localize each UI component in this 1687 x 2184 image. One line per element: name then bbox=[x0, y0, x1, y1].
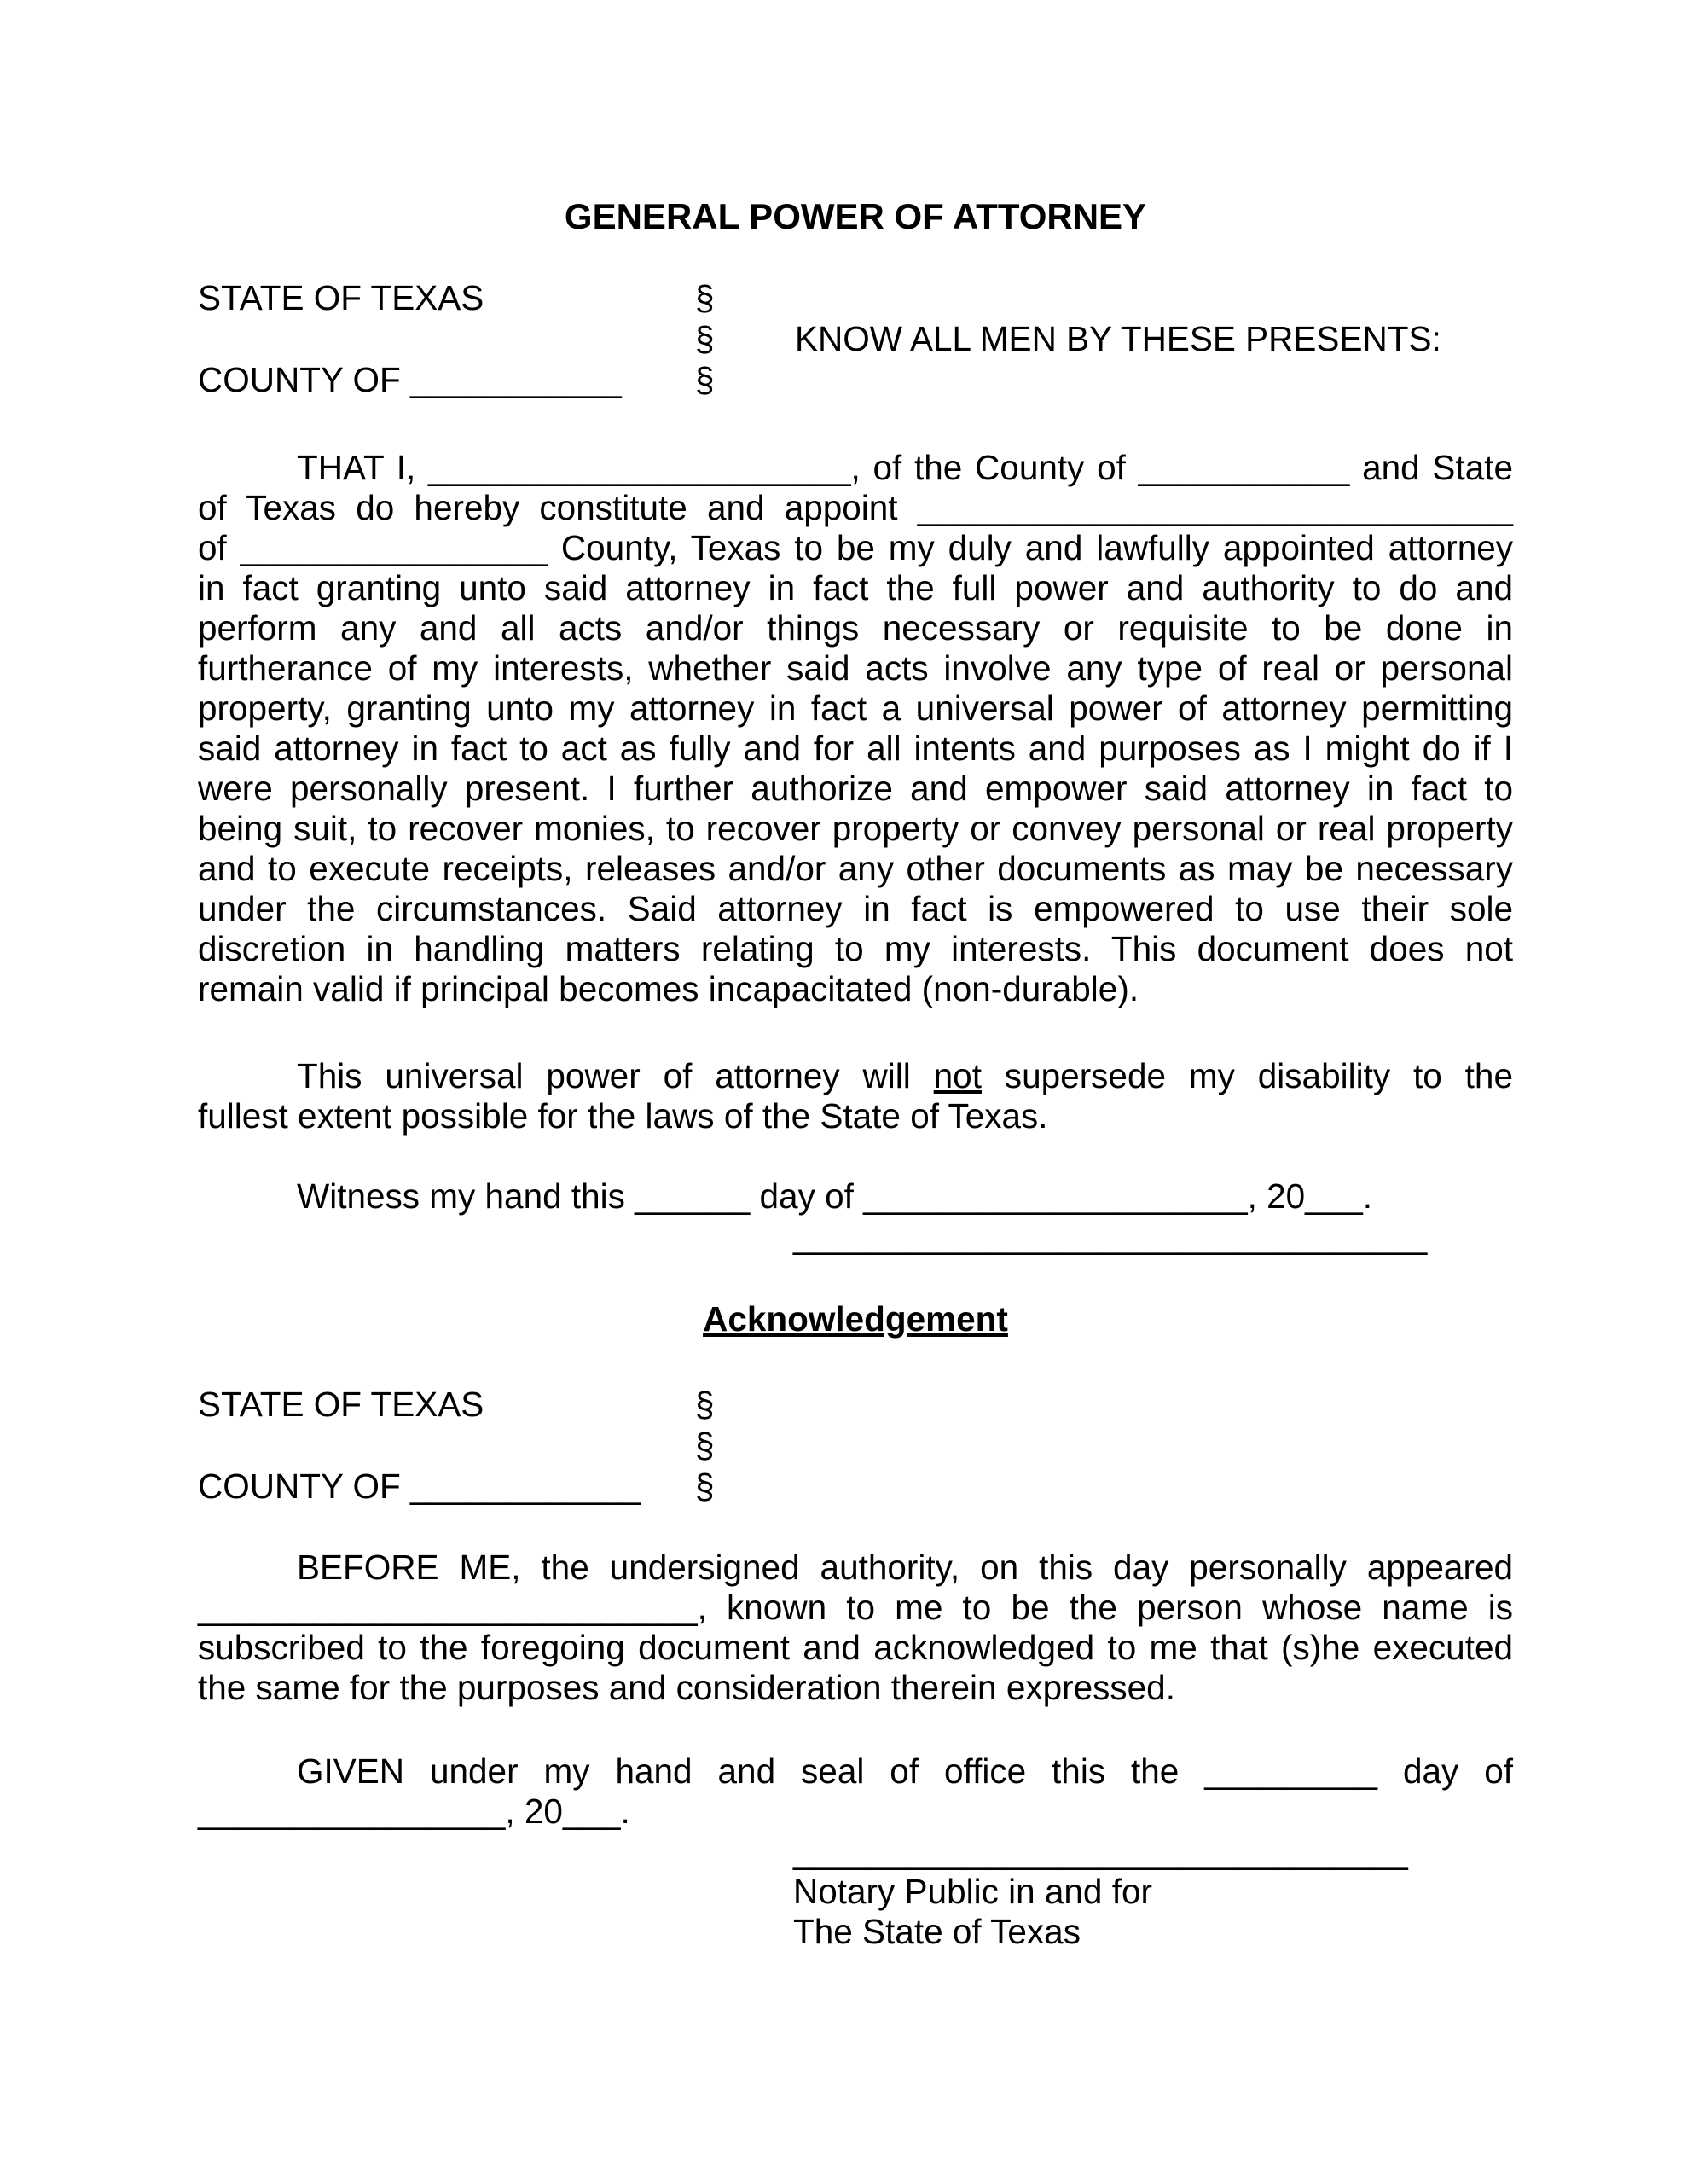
venue-row bbox=[198, 1425, 1513, 1466]
paragraph-line: fullest extent possible for the laws of the State of Texas. bbox=[198, 1096, 1048, 1136]
document-title: GENERAL POWER OF ATTORNEY bbox=[564, 196, 1147, 236]
witness-line: Witness my hand this ______ day of ____________________, 20___. bbox=[297, 1176, 1372, 1216]
know-all-men-clause: KNOW ALL MEN BY THESE PRESENTS: bbox=[795, 319, 1441, 358]
venue-row bbox=[198, 318, 1513, 359]
durability-paragraph bbox=[198, 1056, 1513, 1136]
paragraph-line: were personally present. I further authorize and empower said attorney in fact to bbox=[198, 769, 1513, 808]
notary-signature-block bbox=[793, 1832, 1513, 1952]
paragraph-line: __________________________, known to me to be the person whose name is bbox=[198, 1588, 1513, 1627]
notary-title-line: Notary Public in and for bbox=[793, 1872, 1152, 1911]
paragraph-line: THAT I, ______________________, of the County of ___________ and State bbox=[297, 448, 1513, 487]
paragraph-line: ________________, 20___. bbox=[198, 1792, 630, 1831]
section-symbol: § bbox=[695, 319, 715, 358]
section-symbol: § bbox=[695, 1385, 715, 1424]
durability-text-before: This universal power of attorney will bbox=[297, 1056, 934, 1095]
principal-signature-line: _________________________________ bbox=[793, 1217, 1428, 1256]
acknowledgement-heading: Acknowledgement bbox=[703, 1299, 1008, 1339]
paragraph-line: in fact granting unto said attorney in fact the full power and authority to do and bbox=[198, 568, 1513, 607]
section-symbol: § bbox=[695, 1467, 715, 1506]
paragraph-line: property, granting unto my attorney in fact a universal power of attorney permitting bbox=[198, 688, 1513, 728]
section-symbol: § bbox=[695, 278, 715, 317]
durability-word-not: not bbox=[933, 1056, 982, 1095]
section-symbol: § bbox=[695, 360, 715, 399]
paragraph-line: subscribed to the foregoing document and acknowledged to me that (s)he executed bbox=[198, 1628, 1513, 1667]
paragraph-line: remain valid if principal becomes incapacitated (non-durable). bbox=[198, 969, 1139, 1008]
paragraph-line: of Texas do hereby constitute and appoint _______________________________ bbox=[198, 488, 1513, 527]
granting-paragraph bbox=[198, 448, 1513, 1009]
paragraph-line: of ________________ County, Texas to be my duly and lawfully appointed attorney bbox=[198, 528, 1513, 567]
durability-text-after: supersede my disability to the bbox=[981, 1056, 1513, 1095]
paragraph-line: perform any and all acts and/or things necessary or requisite to be done in bbox=[198, 608, 1513, 648]
paragraph-line: the same for the purposes and consideration therein expressed. bbox=[198, 1668, 1175, 1707]
venue-row bbox=[198, 277, 1513, 318]
paragraph-line: GIVEN under my hand and seal of office this the _________ day of bbox=[297, 1751, 1513, 1791]
venue-row bbox=[198, 1384, 1513, 1425]
paragraph-line: said attorney in fact to act as fully and for all intents and purposes as I might do if I bbox=[198, 729, 1513, 768]
paragraph-line: furtherance of my interests, whether said acts involve any type of real or personal bbox=[198, 648, 1513, 688]
paragraph-line bbox=[198, 1056, 1513, 1096]
paragraph-line: being suit, to recover monies, to recover property or convey personal or real property bbox=[198, 809, 1513, 848]
venue-row bbox=[198, 1466, 1513, 1507]
venue-block-opening bbox=[198, 277, 1513, 400]
given-paragraph bbox=[198, 1751, 1513, 1832]
notary-state-line: The State of Texas bbox=[793, 1912, 1081, 1951]
paragraph-line: and to execute receipts, releases and/or any other documents as may be necessary bbox=[198, 849, 1513, 888]
venue-state-label: STATE OF TEXAS bbox=[198, 1385, 484, 1424]
venue-block-acknowledgement bbox=[198, 1384, 1513, 1507]
venue-row bbox=[198, 359, 1513, 400]
venue-state-label: STATE OF TEXAS bbox=[198, 278, 484, 317]
appearance-paragraph bbox=[198, 1548, 1513, 1708]
paragraph-line: discretion in handling matters relating to my interests. This document does not bbox=[198, 929, 1513, 968]
notary-signature-line: ________________________________ bbox=[793, 1832, 1408, 1871]
paragraph-line: under the circumstances. Said attorney in fact is empowered to use their sole bbox=[198, 889, 1513, 928]
venue-county-label: COUNTY OF ____________ bbox=[198, 1467, 641, 1506]
paragraph-line: BEFORE ME, the undersigned authority, on this day personally appeared bbox=[297, 1548, 1513, 1587]
venue-county-label: COUNTY OF ___________ bbox=[198, 360, 622, 399]
section-symbol: § bbox=[695, 1426, 715, 1465]
